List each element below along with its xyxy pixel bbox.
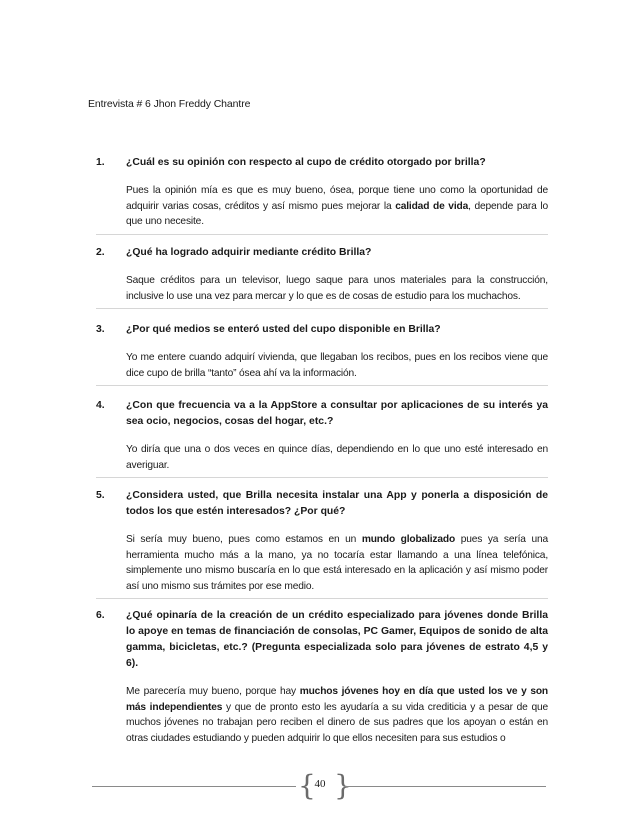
answer-emphasis: calidad de vida bbox=[395, 200, 469, 212]
answer-text: Si sería muy bueno, pues como estamos en un bbox=[126, 534, 362, 545]
question-number: 5. bbox=[96, 490, 105, 501]
divider bbox=[96, 477, 548, 478]
answer bbox=[126, 442, 548, 473]
divider bbox=[96, 598, 548, 599]
question-block bbox=[96, 398, 548, 478]
question-text: ¿Considera usted, que Brilla necesita instalar una App y ponerla a disposición de todos los que estén interesados? ¿Por qué? bbox=[126, 490, 548, 517]
divider bbox=[96, 385, 548, 386]
question-number: 3. bbox=[96, 324, 105, 335]
question-text: ¿Cuál es su opinión con respecto al cupo de crédito otorgado por brilla? bbox=[126, 157, 486, 168]
question-number: 6. bbox=[96, 610, 105, 621]
question-text: ¿Qué opinaría de la creación de un crédito especializado para jóvenes donde Brilla lo apoye en temas de financiación de consolas, PC Gamer, Equipos de sonido de alta gamma, bicicletas, etc.? (Pregunta especializada solo para jóvenes de estrato 4,5 y 6). bbox=[126, 610, 548, 669]
divider bbox=[96, 308, 548, 309]
answer-text: Yo diría que una o dos veces en quince días, dependiendo en lo que uno esté interesado en averiguar. bbox=[126, 444, 548, 471]
page-number: 40 bbox=[314, 778, 326, 790]
question-text: ¿Por qué medios se enteró usted del cupo disponible en Brilla? bbox=[126, 324, 441, 335]
footer-bracket-right: } bbox=[334, 769, 352, 802]
question bbox=[96, 398, 548, 430]
question-text: ¿Qué ha logrado adquirir mediante crédito Brilla? bbox=[126, 247, 372, 258]
interview-title: Entrevista # 6 Jhon Freddy Chantre bbox=[88, 98, 251, 110]
answer-text: Saque créditos para un televisor, luego saque para unos materiales para la construcción, inclusive lo use una vez para mercar y lo que es de cosas de estudio para los muchachos. bbox=[126, 275, 548, 302]
answer bbox=[126, 350, 548, 381]
answer-emphasis: mundo globalizado bbox=[361, 534, 456, 545]
footer-rule-left bbox=[92, 786, 296, 787]
question-block bbox=[96, 245, 548, 309]
answer bbox=[126, 183, 548, 230]
answer bbox=[126, 273, 548, 304]
question-number: 2. bbox=[96, 247, 105, 258]
question-block bbox=[96, 155, 548, 235]
question-number: 1. bbox=[96, 157, 105, 168]
answer-text: Pues la opinión mía es que es muy bueno, ósea, porque tiene uno como la oportunidad de adquirir varias cosas, créditos y así mismo pues mejorar la bbox=[126, 185, 548, 212]
answer bbox=[126, 532, 548, 594]
question-block bbox=[96, 608, 548, 746]
question bbox=[96, 155, 548, 171]
footer-rule-right bbox=[344, 786, 546, 787]
question-block bbox=[96, 322, 548, 386]
footer-bracket-left: { bbox=[298, 769, 316, 802]
question-block bbox=[96, 488, 548, 599]
answer-text: Me parecería muy bueno, porque hay bbox=[126, 686, 300, 697]
answer-emphasis: muchos jóvenes hoy en día que usted los ve y son más independientes bbox=[126, 686, 548, 713]
question bbox=[96, 245, 548, 261]
answer-text: Yo me entere cuando adquirí vivienda, que llegaban los recibos, pues en los recibos viene que dice cupo de brilla “tanto” ósea ahí va la información. bbox=[126, 352, 548, 379]
divider bbox=[96, 234, 548, 235]
question bbox=[96, 488, 548, 520]
answer-text: y que de pronto esto les ayudaría a su vida crediticia y a pesar de que muchos jóvenes no trabajan pero reciben el dinero de sus padres que los apoyan o están en otras ciudades estudiando y pueden adquirir lo que ellos necesiten para sus estudios o bbox=[126, 701, 548, 744]
answer-text: pues ya sería una herramienta mucho más a la mano, ya no tocaría estar llamando a una línea telefónica, simplemente uno mismo buscaría en lo que está interesado en la aplicación y así mismo poder así uno mismo sus trámites por ese medio. bbox=[126, 534, 549, 592]
answer bbox=[126, 684, 548, 746]
answer-text: , depende para lo que uno necesite. bbox=[126, 200, 548, 228]
question bbox=[96, 608, 548, 672]
question-number: 4. bbox=[96, 400, 105, 411]
question-text: ¿Con que frecuencia va a la AppStore a consultar por aplicaciones de su interés ya sea ocio, negocios, cosas del hogar, etc.? bbox=[126, 400, 548, 427]
question bbox=[96, 322, 548, 338]
